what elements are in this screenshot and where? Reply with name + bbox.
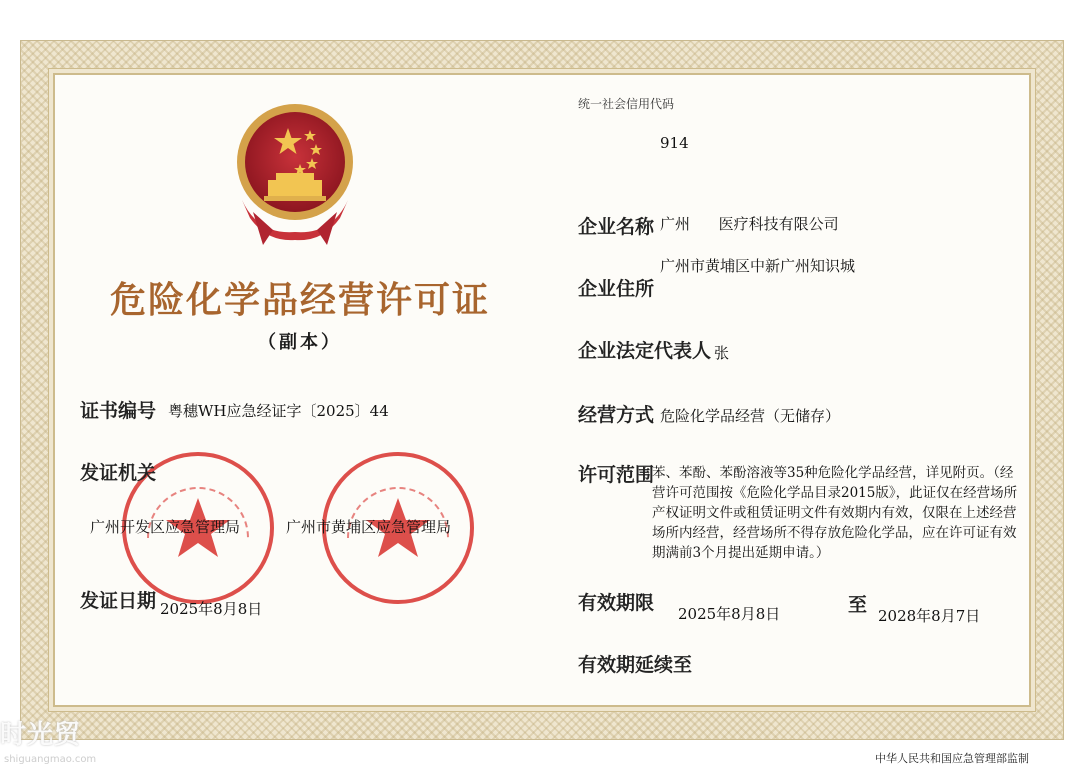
address-label: 企业住所 [578, 278, 655, 300]
legal-rep-value: 张 [714, 344, 730, 362]
issuer-1: 广州开发区应急管理局 [90, 518, 241, 536]
validity-to-label: 至 [848, 594, 868, 616]
certificate-title: 危险化学品经营许可证 [109, 280, 490, 321]
issue-date-value: 2025年8月8日 [160, 600, 263, 618]
credit-code-value: 914 [660, 134, 689, 152]
operation-mode-label: 经营方式 [578, 404, 655, 426]
national-emblem-icon [228, 100, 362, 248]
issuer-2: 广州市黄埔区应急管理局 [286, 518, 452, 536]
company-name-value: 广州 医疗科技有限公司 [660, 215, 839, 233]
scope-label: 许可范围 [578, 464, 655, 486]
supervisor-note: 中华人民共和国应急管理部监制 [875, 752, 1029, 765]
watermark-sub: shiguangmao.com [4, 754, 97, 765]
address-value: 广州市黄埔区中新广州知识城 [660, 257, 856, 275]
issuer-label: 发证机关 [80, 462, 157, 484]
valid-from-value: 2025年8月8日 [678, 605, 781, 623]
valid-to-value: 2028年8月7日 [878, 607, 981, 625]
operation-mode-value: 危险化学品经营（无储存） [660, 407, 841, 425]
extension-label: 有效期延续至 [578, 654, 693, 676]
certificate-no-label: 证书编号 [80, 400, 157, 422]
certificate-no-value: 粤穗WH应急经证字〔2025〕44 [168, 402, 389, 420]
legal-rep-label: 企业法定代表人 [578, 340, 712, 362]
watermark: 时光贸 [0, 720, 82, 750]
scope-value: 苯、苯酚、苯酚溶液等35种危险化学品经营，详见附页。（经营许可范围按《危险化学品目录2015版》，此证仅在经营场所产权证明文件或租赁证明文件有效期内有效，仅限在上述经营场所内经营，经营场所不得存放危险化学品，应在许可证有效期满前3个月提出延期申请。） [652, 465, 1018, 561]
credit-code-label: 统一社会信用代码 [578, 97, 675, 111]
issue-date-label: 发证日期 [80, 590, 157, 612]
certificate-subtitle: （副本） [258, 332, 342, 353]
certificate-border [20, 40, 1064, 740]
validity-label: 有效期限 [578, 592, 655, 614]
company-name-label: 企业名称 [578, 216, 655, 238]
